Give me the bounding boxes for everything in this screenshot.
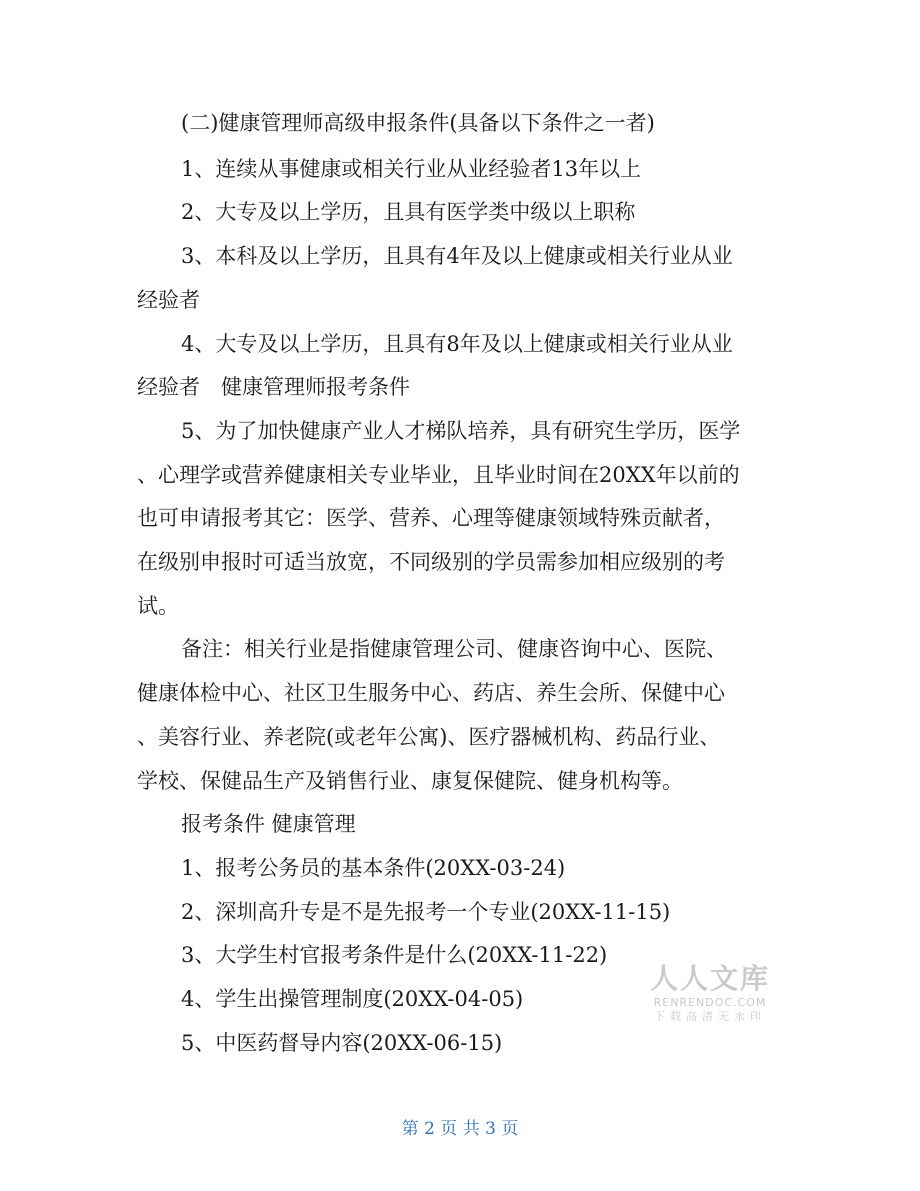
remark-line: 健康体检中心、社区卫生服务中心、药店、养生会所、保健中心 xyxy=(137,681,725,705)
related-article-link: 1、报考公务员的基本条件(20XX-03-24) xyxy=(181,856,566,880)
heading-advanced-conditions: (二)健康管理师高级申报条件(具备以下条件之一者) xyxy=(181,111,655,135)
paragraph-line: 1、连续从事健康或相关行业从业经验者13年以上 xyxy=(181,157,642,181)
watermark-url: RENRENDOC.COM xyxy=(653,996,767,1009)
paragraph-line: 5、为了加快健康产业人才梯队培养，具有研究生学历，医学 xyxy=(181,419,741,443)
paragraph-line: 经验者 健康管理师报考条件 xyxy=(137,375,410,399)
paragraph-line: 、心理学或营养健康相关专业毕业，且毕业时间在20XX年以前的 xyxy=(137,463,740,487)
paragraph-line: 经验者 xyxy=(137,288,200,312)
page-number-footer: 第 2 页 共 3 页 xyxy=(401,1119,519,1139)
related-article-link: 3、大学生村官报考条件是什么(20XX-11-22) xyxy=(181,943,608,967)
watermark-title: 人人文库 xyxy=(649,962,770,995)
remark-line: 、美容行业、养老院(或老年公寓)、医疗器械机构、药品行业、 xyxy=(137,725,721,749)
watermark-logo xyxy=(646,962,774,1024)
paragraph-line: 也可申请报考其它：医学、营养、心理等健康领域特殊贡献者， xyxy=(137,506,725,530)
paragraph-line: 在级别申报时可适当放宽，不同级别的学员需参加相应级别的考 xyxy=(137,550,725,574)
remark-line: 学校、保健品生产及销售行业、康复保健院、健身机构等。 xyxy=(137,769,683,793)
related-heading: 报考条件 健康管理 xyxy=(181,812,356,836)
watermark-subtitle: 下载高清无水印 xyxy=(654,1010,766,1023)
related-article-link: 2、深圳高升专是不是先报考一个专业(20XX-11-15) xyxy=(181,900,671,924)
related-article-link: 4、学生出操管理制度(20XX-04-05) xyxy=(181,987,524,1011)
paragraph-line: 试。 xyxy=(137,594,179,618)
paragraph-line: 4、大专及以上学历，且具有8年及以上健康或相关行业从业 xyxy=(181,332,733,356)
related-article-link: 5、中医药督导内容(20XX-06-15) xyxy=(181,1031,503,1055)
paragraph-line: 3、本科及以上学历，且具有4年及以上健康或相关行业从业 xyxy=(181,244,733,268)
paragraph-line: 2、大专及以上学历，且具有医学类中级以上职称 xyxy=(181,200,636,224)
remark-line: 备注：相关行业是指健康管理公司、健康咨询中心、医院、 xyxy=(181,637,727,661)
